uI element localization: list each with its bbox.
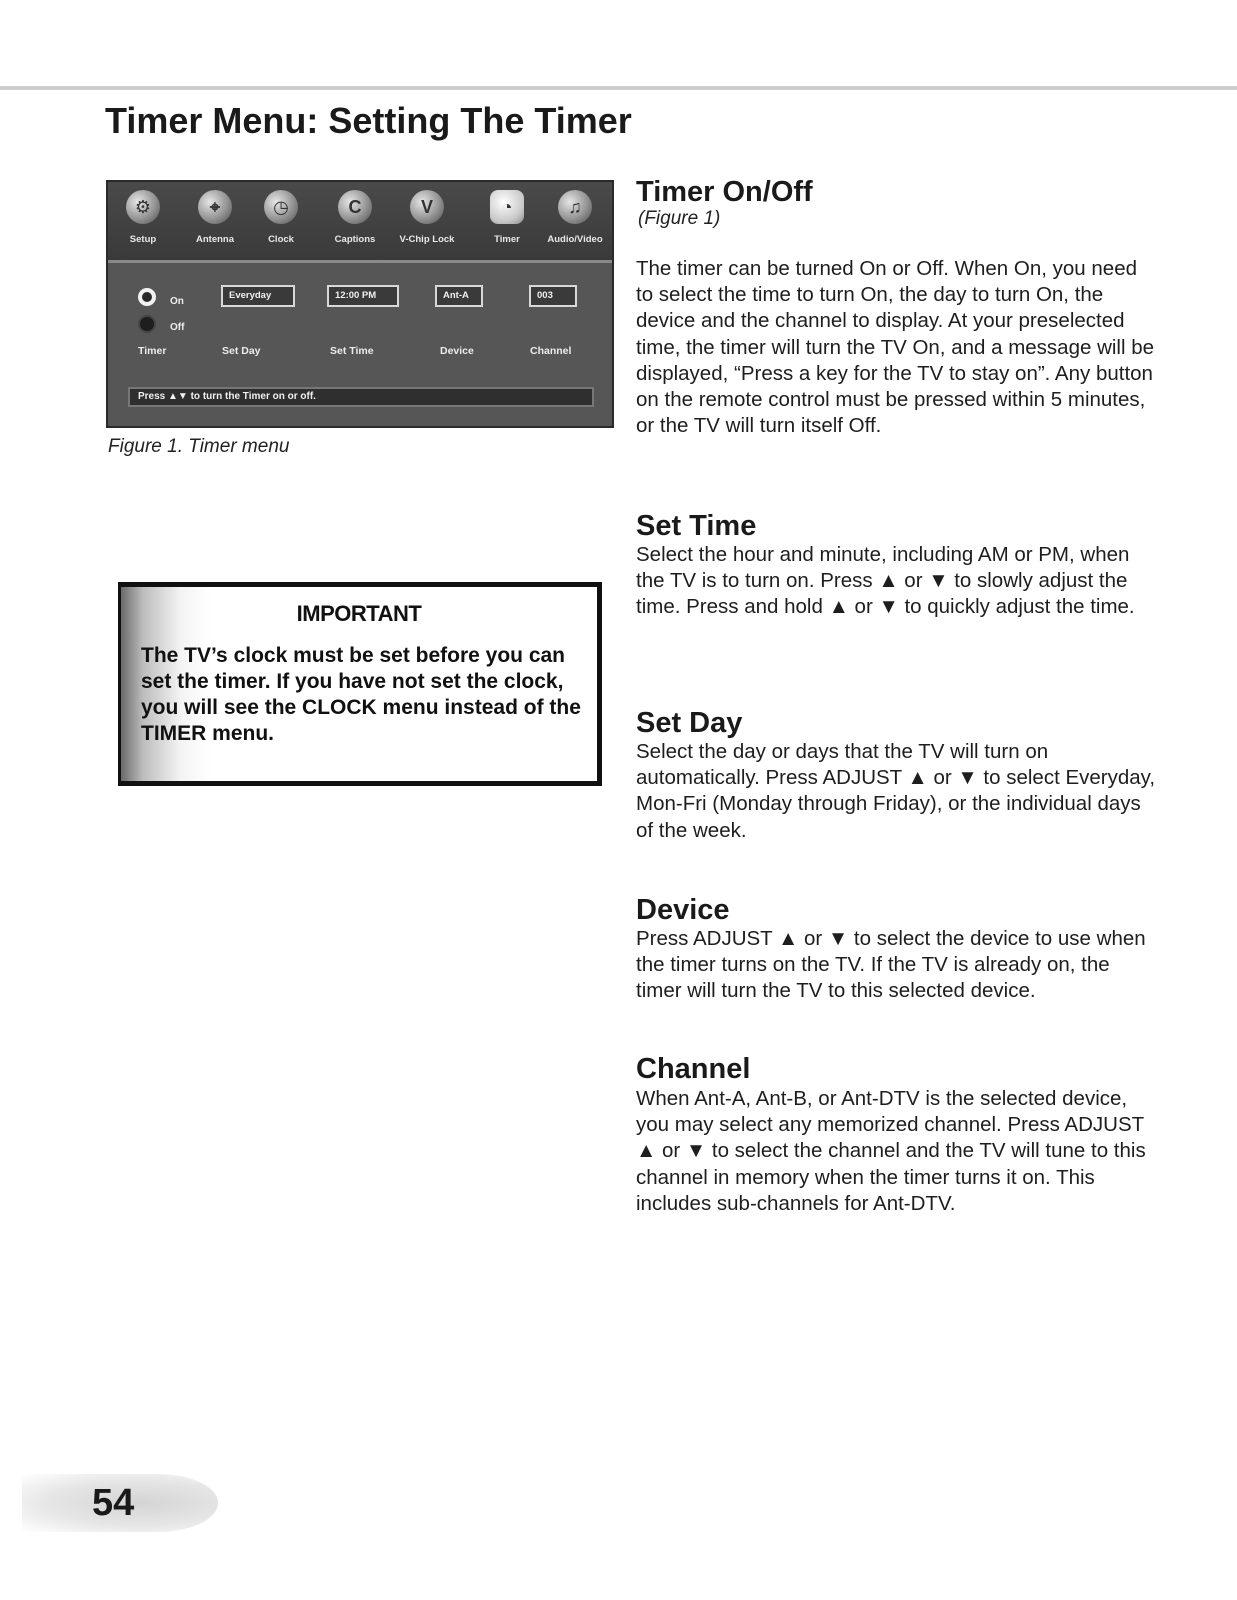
captions-label: Captions (334, 234, 376, 245)
channel-column-label: Channel (530, 345, 572, 357)
timer-on-off-heading: Timer On/Off (636, 176, 813, 208)
timer-off-radio (138, 315, 156, 333)
timer-off-label: Off (170, 322, 185, 333)
antenna-label: Antenna (196, 234, 234, 245)
vchip-lock-menu-item (392, 190, 462, 245)
speaker-icon: ♫ (558, 190, 592, 224)
timer-icon: ◔ (490, 190, 524, 224)
device-body: Press ADJUST ▲ or ▼ to select the device to use when the timer turns on the TV. If the TV is already on, the timer will turn the TV to this selected device. (636, 927, 1146, 1003)
set-day-heading: Set Day (636, 707, 743, 739)
menu-icon-bar (108, 182, 612, 263)
clock-menu-item (246, 190, 316, 245)
channel-heading: Channel (636, 1053, 751, 1085)
channel-field: 003 (529, 285, 577, 307)
device-heading: Device (636, 894, 730, 926)
timer-menu-figure (106, 180, 614, 428)
set-time-heading: Set Time (636, 510, 757, 542)
antenna-menu-item (180, 190, 250, 245)
timer-settings-panel (108, 263, 612, 428)
timer-on-label: On (170, 296, 184, 307)
antenna-icon: ⌖ (198, 190, 232, 224)
setup-icon: ⚙ (126, 190, 160, 224)
page-number: 54 (92, 1482, 135, 1524)
timer-on-off-figure-ref: (Figure 1) (638, 208, 721, 229)
device-field: Ant-A (435, 285, 483, 307)
important-text: The TV’s clock must be set before you can set the timer. If you have not set the clock, you will see the CLOCK menu instead of the TIMER menu. (141, 644, 581, 745)
timer-column-label: Timer (138, 345, 167, 357)
set-day-body: Select the day or days that the TV will turn on automatically. Press ADJUST ▲ or ▼ to select Everyday, Mon-Fri (Monday through Friday), or the individual days of the week. (636, 740, 1156, 842)
set-day-column-label: Set Day (222, 345, 261, 357)
lock-icon: V (410, 190, 444, 224)
audio-video-label: Audio/Video (547, 234, 603, 245)
timer-menu-item (472, 190, 542, 245)
page-title: Timer Menu: Setting The Timer (105, 100, 632, 141)
captions-menu-item (320, 190, 390, 245)
top-divider (0, 86, 1237, 90)
set-time-body: Select the hour and minute, including AM or PM, when the TV is to turn on. Press ▲ or ▼ to slowly adjust the time. Press and hold ▲ or ▼ to quickly adjust the time. (636, 543, 1135, 619)
vchip-lock-label: V-Chip Lock (399, 234, 455, 245)
audio-video-menu-item (540, 190, 610, 245)
setup-menu-item (108, 190, 178, 245)
clock-label: Clock (268, 234, 294, 245)
important-title: IMPORTANT (296, 601, 422, 626)
setup-label: Setup (129, 234, 157, 245)
menu-hint-bar: Press ▲▼ to turn the Timer on or off. (128, 387, 594, 407)
timer-on-off-body: The timer can be turned On or Off. When On, you need to select the time to turn On, the day to turn On, the device and the channel to display. At your preselected time, the timer will turn the TV On, and a message will be displayed, “Press a key for the TV to stay on”. Any button on the remote control must be pressed within 5 minutes, or the TV will turn itself Off. (636, 257, 1155, 438)
timer-on-radio (138, 288, 156, 306)
set-time-column-label: Set Time (330, 345, 374, 357)
figure-caption: Figure 1. Timer menu (108, 436, 290, 457)
clock-icon: ◷ (264, 190, 298, 224)
set-day-field: Everyday (221, 285, 295, 307)
timer-label: Timer (494, 234, 520, 245)
important-note (118, 582, 602, 786)
captions-icon: C (338, 190, 372, 224)
device-column-label: Device (440, 345, 474, 357)
set-time-field: 12:00 PM (327, 285, 399, 307)
channel-body: When Ant-A, Ant-B, or Ant-DTV is the selected device, you may select any memorized channel. Press ADJUST ▲ or ▼ to select the channel and the TV will tune to this channel in memory when the timer turns it on. This includes sub-channels for Ant-DTV. (636, 1087, 1146, 1215)
